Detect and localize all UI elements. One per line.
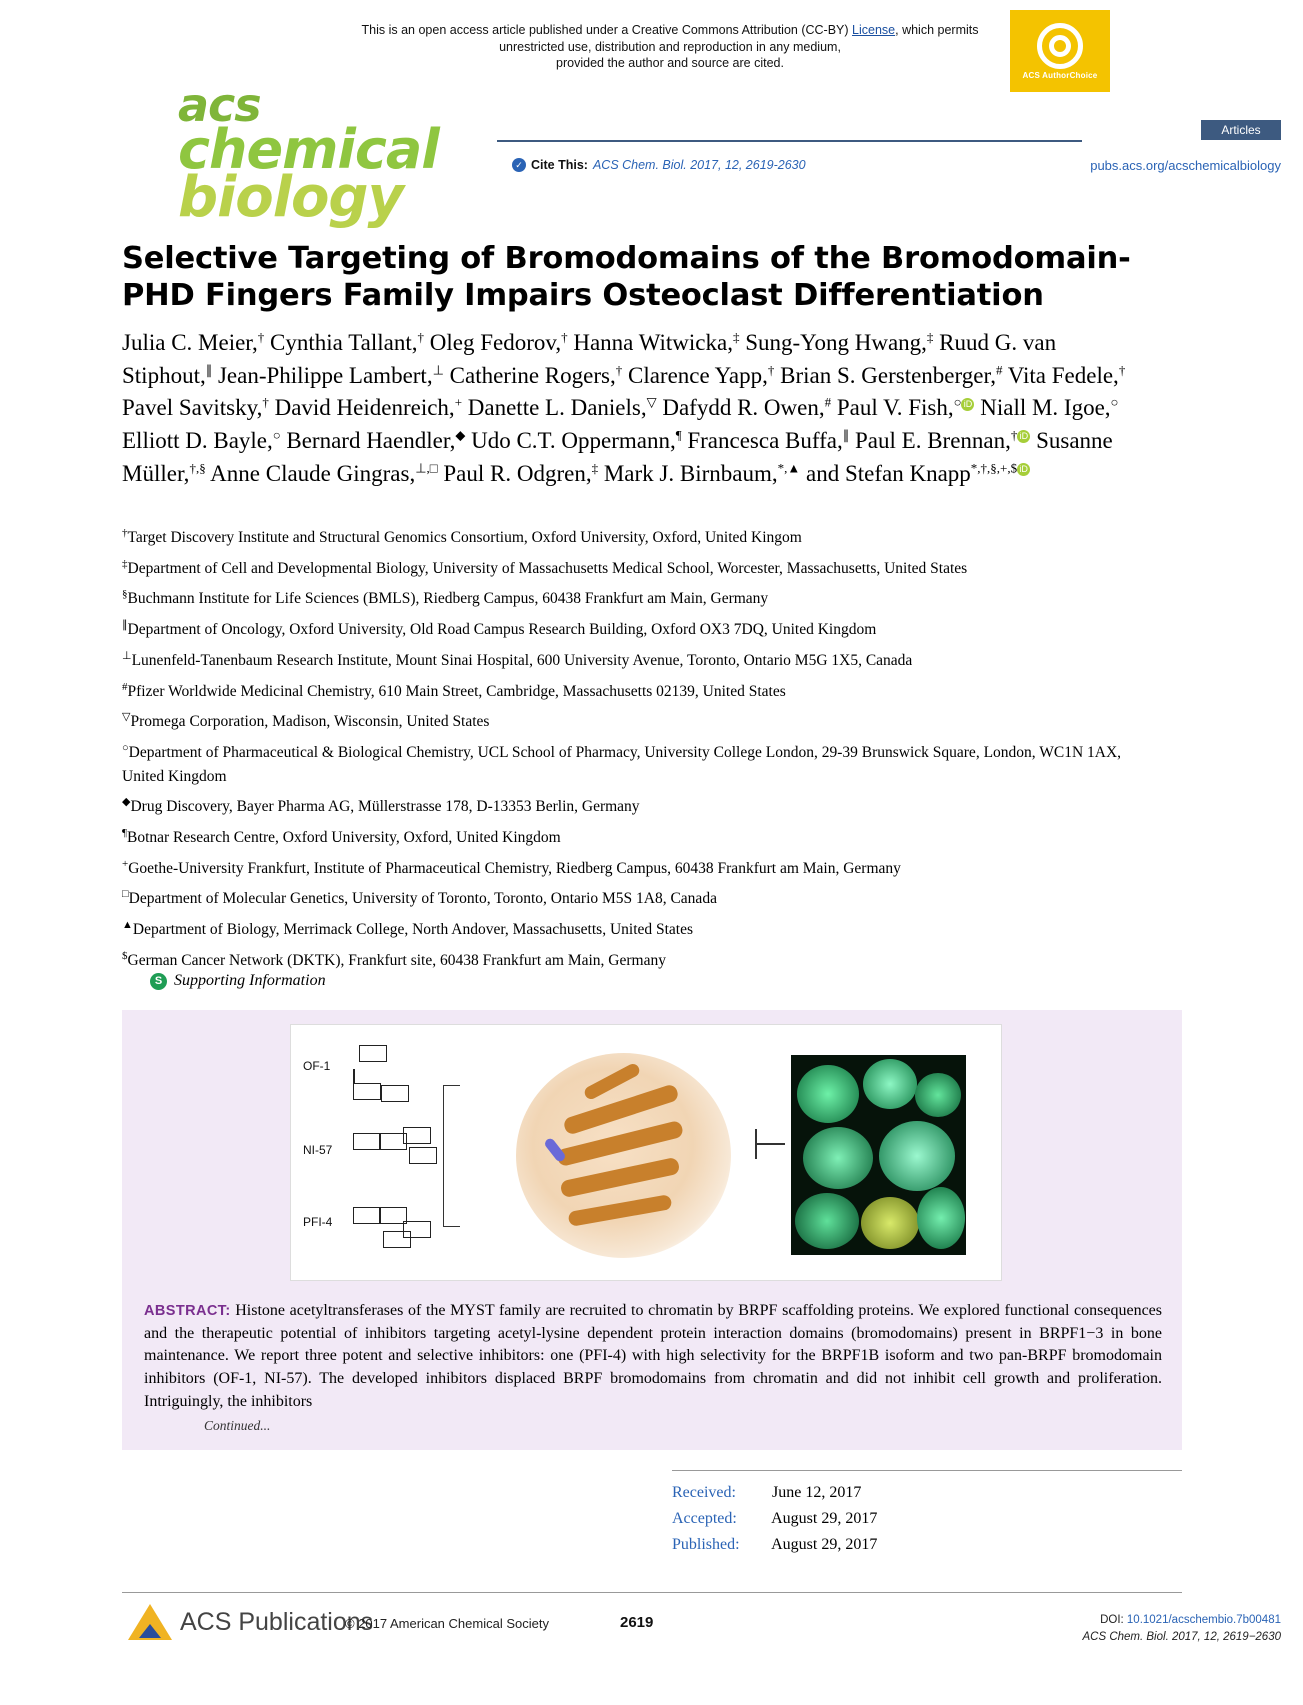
accepted-row [672, 1506, 1182, 1532]
affiliation-text: Botnar Research Centre, Oxford University, Oxford, United Kingdom [126, 829, 561, 847]
doi-row [1082, 1612, 1281, 1629]
affiliation-item [122, 886, 1167, 911]
affiliation-item [122, 525, 1167, 550]
affiliation-marker: † [122, 527, 128, 539]
affiliation-marker: ◆ [122, 796, 131, 809]
affiliation-marker: ▽ [122, 711, 131, 724]
affiliation-text: Goethe-University Frankfurt, Institute of Pharmaceutical Chemistry, Riedberg Campus, 60438 Frankfurt am Main, Germany [128, 859, 901, 877]
page-title: Selective Targeting of Bromodomains of the Bromodomain-PHD Fingers Family Impairs Osteoclast Differentiation [122, 241, 1131, 314]
affiliation-item [122, 679, 1167, 704]
affiliation-list [122, 525, 1167, 978]
affiliation-text: Target Discovery Institute and Structural Genomics Consortium, Oxford University, Oxford, United Kingom [127, 529, 802, 547]
affiliation-marker: # [122, 680, 128, 693]
affiliation-text: Department of Molecular Genetics, University of Toronto, Toronto, Ontario M5S 1A8, Canada [128, 890, 717, 908]
publication-dates [672, 1480, 1182, 1558]
affiliation-item [122, 794, 1167, 819]
affiliation-text: Department of Pharmaceutical & Biological Chemistry, UCL School of Pharmacy, University College London, 29-39 Brunswick Square, London, WC1N 1AX, United Kingdom [122, 744, 1122, 785]
affiliation-marker: ⊥ [122, 649, 132, 662]
accepted-label: Accepted: [672, 1509, 737, 1527]
acs-publications-logo [128, 1604, 373, 1640]
license-statement [330, 22, 1010, 72]
journal-url[interactable]: pubs.acs.org/acschemicalbiology [1090, 158, 1281, 173]
affiliation-text: Department of Cell and Developmental Biology, University of Massachusetts Medical School, Worcester, Massachusetts, United States [127, 559, 968, 577]
affiliation-marker: ▲ [122, 918, 133, 931]
accepted-value: August 29, 2017 [771, 1509, 878, 1527]
dates-rule [672, 1470, 1182, 1471]
header-rule [497, 140, 1082, 142]
acs-publications-label: ACS Publications [180, 1607, 374, 1636]
compound-label-of1: OF-1 [303, 1059, 331, 1073]
affiliation-marker: ○ [122, 741, 129, 754]
affiliation-text: German Cancer Network (DKTK), Frankfurt site, 60438 Frankfurt am Main, Germany [127, 951, 666, 969]
affiliation-marker: + [122, 857, 129, 870]
authorchoice-ring-icon [1037, 23, 1083, 69]
published-row [672, 1532, 1182, 1558]
cite-this-reference: ACS Chem. Biol. 2017, 12, 2619-2630 [592, 158, 806, 172]
affiliation-text: Drug Discovery, Bayer Pharma AG, Müllerstrasse 178, D-13353 Berlin, Germany [130, 798, 640, 816]
osteoclast-micrograph [791, 1055, 966, 1255]
compound-label-ni57: NI-57 [303, 1143, 333, 1157]
doi-link[interactable]: 10.1021/acschembio.7b00481 [1126, 1614, 1281, 1626]
license-link[interactable]: License [852, 23, 896, 37]
affiliation-marker: ∥ [122, 619, 128, 632]
affiliation-marker: □ [122, 888, 129, 901]
affiliation-marker: § [122, 588, 128, 601]
check-circle-icon: ✓ [512, 158, 526, 172]
logo-line-acs: acs [178, 78, 261, 132]
cite-this-label: Cite This: [531, 158, 588, 172]
affiliation-item [122, 740, 1167, 788]
copyright-notice: © 2017 American Chemical Society [345, 1616, 549, 1631]
footer-rule [122, 1592, 1182, 1593]
affiliation-text: Department of Oncology, Oxford University, Old Road Campus Research Building, Oxford OX3 7DQ, United Kingdom [127, 621, 877, 639]
published-label: Published: [672, 1535, 740, 1553]
license-line-2: , which permits unrestricted use, distribution and reproduction in any medium, [499, 23, 979, 54]
affiliation-text: Lunenfeld-Tanenbaum Research Institute, Mount Sinai Hospital, 600 University Avenue, Toronto, Ontario M5G 1X5, Canada [131, 651, 913, 669]
articles-tag: Articles [1201, 120, 1281, 140]
page-number: 2619 [620, 1614, 654, 1631]
affiliation-item [122, 586, 1167, 611]
affiliation-marker: $ [122, 949, 128, 962]
affiliation-marker: ¶ [122, 826, 127, 839]
published-value: August 29, 2017 [771, 1535, 878, 1553]
received-value: June 12, 2017 [772, 1484, 862, 1501]
logo-line-chemical: chemical [178, 118, 439, 181]
cite-this[interactable] [512, 158, 806, 172]
affiliation-item [122, 556, 1167, 581]
abstract-continued: Continued... [204, 1417, 271, 1433]
acs-triangle-icon [128, 1604, 172, 1640]
received-row [672, 1480, 1182, 1506]
affiliation-item [122, 948, 1167, 973]
inhibition-arrow [757, 1143, 785, 1145]
received-label: Received: [672, 1484, 736, 1501]
abstract-body: Histone acetyltransferases of the MYST family are recruited to chromatin by BRPF scaffolding proteins. We explored functional consequences and the therapeutic potential of inhibitors targeting acetyl-lysine dependent protein interaction domains (bromodomains) present in BRPF1−3 in bone maintenance. We report three potent and selective inhibitors: one (PFI-4) with high selectivity for the BRPF1B isoform and two pan-BRPF bromodomain inhibitors (OF-1, NI-57). The developed inhibitors displaced BRPF bromodomains from chromatin and did not inhibit cell growth and proliferation. Intriguingly, the inhibitors [144, 1302, 1162, 1410]
license-line-3: provided the author and source are cited. [556, 56, 784, 70]
abstract-box [122, 1010, 1182, 1450]
protein-structure [516, 1053, 731, 1258]
doi-label: DOI: [1100, 1614, 1124, 1626]
authorchoice-label: ACS AuthorChoice [1022, 70, 1098, 80]
supporting-info-label: Supporting Information [174, 972, 326, 989]
footer-citation: ACS Chem. Biol. 2017, 12, 2619−2630 [1082, 1631, 1281, 1644]
grouping-bracket [443, 1085, 460, 1227]
acs-authorchoice-badge [1010, 10, 1110, 92]
compound-label-pfi4: PFI-4 [303, 1215, 333, 1229]
abstract-label: ABSTRACT: [144, 1303, 231, 1319]
journal-logo [178, 78, 439, 230]
inhibition-cap [755, 1129, 757, 1159]
affiliation-text: Department of Biology, Merrimack College, North Andover, Massachusetts, United States [132, 921, 694, 939]
affiliation-marker: ‡ [122, 557, 128, 570]
abstract-text [144, 1300, 1162, 1435]
affiliation-item [122, 617, 1167, 642]
affiliation-item [122, 825, 1167, 850]
author-list: Julia C. Meier,† Cynthia Tallant,† Oleg Fedorov,† Hanna Witwicka,‡ Sung-Yong Hwang,‡ Ruud G. van Stiphout,∥ Jean-Philippe Lambert,⊥ Catherine Rogers,† Clarence Yapp,† Brian S. Gerstenberger,# Vita Fedele,† Pavel Savitsky,† David Heidenreich,+ Danette L. Daniels,▽ Dafydd R. Owen,# Paul V. Fish,○ iD Niall M. Igoe,○ Elliott D. Bayle,○ Bernard Haendler,◆ Udo C.T. Oppermann,¶ Francesca Buffa,∥ Paul E. Brennan,† iD Susanne Müller,†,§ Anne Claude Gingras,⊥,□ Paul R. Odgren,‡ Mark J. Birnbaum,*,▲ and Stefan Knapp*,†,§,+,$ iD [122, 329, 1126, 486]
logo-line-biology: biology [178, 165, 404, 230]
doi-block [1082, 1612, 1281, 1647]
affiliation-item [122, 917, 1167, 942]
affiliation-item [122, 709, 1167, 734]
toc-graphic [290, 1024, 1002, 1281]
affiliation-item [122, 856, 1167, 881]
affiliation-text: Promega Corporation, Madison, Wisconsin, United States [130, 713, 490, 731]
supporting-info-icon: S [150, 973, 167, 990]
license-line-1: This is an open access article published under a Creative Commons Attribution (CC-BY) [361, 23, 849, 37]
affiliation-text: Pfizer Worldwide Medicinal Chemistry, 610 Main Street, Cambridge, Massachusetts 02139, United States [127, 682, 786, 700]
affiliation-text: Buchmann Institute for Life Sciences (BMLS), Riedberg Campus, 60438 Frankfurt am Main, Germany [127, 590, 769, 608]
affiliation-item [122, 648, 1167, 673]
supporting-information[interactable] [150, 972, 326, 990]
